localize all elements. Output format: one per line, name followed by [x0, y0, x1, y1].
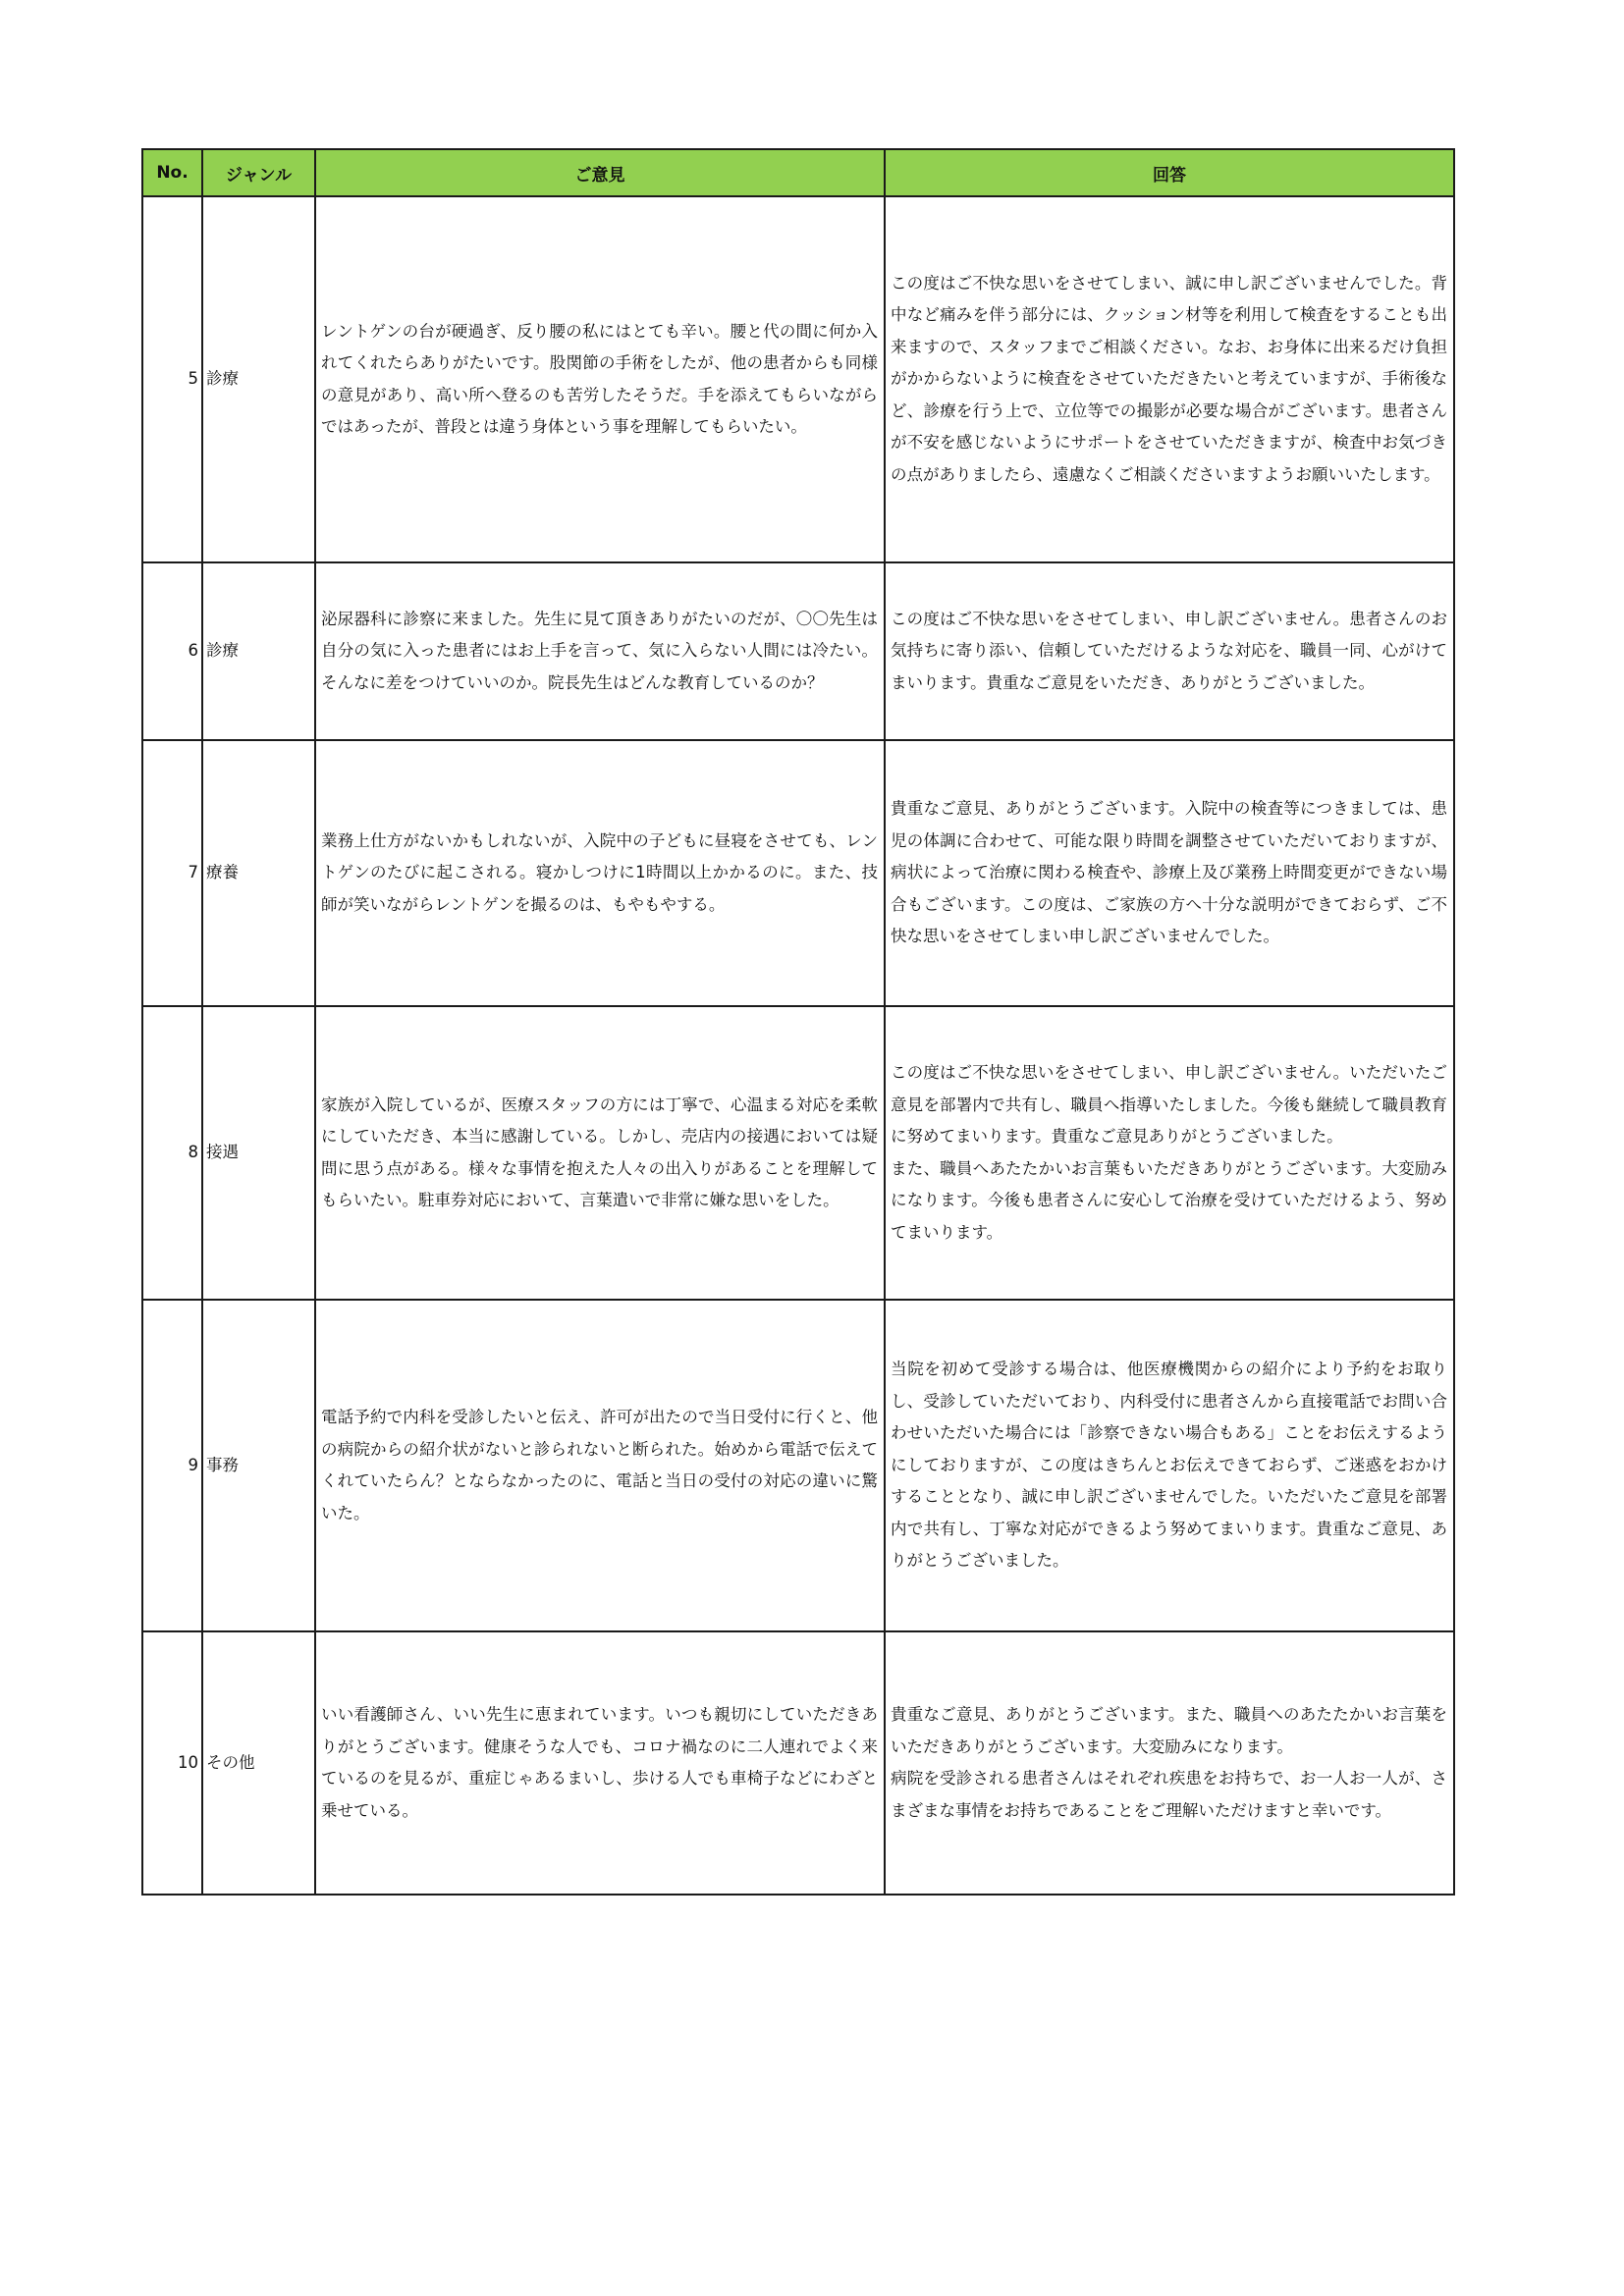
table-row — [142, 1300, 1454, 1631]
row-opinion: 電話予約で内科を受診したいと伝え、許可が出たので当日受付に行くと、他の病院からの紹介状がないと診られないと断られた。始めから電話で伝えてくれていたらん？とならなかったのに、電話と当日の受付の対応の違いに驚いた。 — [315, 1300, 885, 1631]
row-genre: 診療 — [202, 196, 315, 562]
row-opinion: 業務上仕方がないかもしれないが、入院中の子どもに昼寝をさせても、レントゲンのたびに起こされる。寝かしつけに1時間以上かかるのに。また、技師が笑いながらレントゲンを撮るのは、もやもやする。 — [315, 740, 885, 1006]
row-opinion: レントゲンの台が硬過ぎ、反り腰の私にはとても辛い。腰と代の間に何か入れてくれたらありがたいです。股関節の手術をしたが、他の患者からも同様の意見があり、高い所へ登るのも苦労したそうだ。手を添えてもらいながらではあったが、普段とは違う身体という事を理解してもらいたい。 — [315, 196, 885, 562]
row-answer: この度はご不快な思いをさせてしまい、申し訳ございません。患者さんのお気持ちに寄り添い、信頼していただけるような対応を、職員一同、心がけてまいります。貴重なご意見をいただき、ありがとうございました。 — [885, 562, 1454, 740]
answer-paragraph: この度はご不快な思いをさせてしまい、申し訳ございません。いただいたご意見を部署内で共有し、職員へ指導いたしました。今後も継続して職員教育に努めてまいります。貴重なご意見ありがとうございました。 — [891, 1063, 1447, 1146]
row-answer: 当院を初めて受診する場合は、他医療機関からの紹介により予約をお取りし、受診していただいており、内科受付に患者さんから直接電話でお問い合わせいただいた場合には「診察できない場合もある」ことをお伝えするようにしておりますが、この度はきちんとお伝えできておらず、ご迷惑をおかけすることとなり、誠に申し訳ございませんでした。いただいたご意見を部署内で共有し、丁寧な対応ができるよう努めてまいります。貴重なご意見、ありがとうございました。 — [885, 1300, 1454, 1631]
table-row — [142, 740, 1454, 1006]
header-genre: ジャンル — [202, 149, 315, 196]
row-no: 5 — [142, 196, 202, 562]
table-row — [142, 1006, 1454, 1300]
header-row — [142, 149, 1454, 196]
row-opinion: いい看護師さん、いい先生に恵まれています。いつも親切にしていただきありがとうございます。健康そうな人でも、コロナ禍なのに二人連れでよく来ているのを見るが、重症じゃあるまいし、歩ける人でも車椅子などにわざと乗せている。 — [315, 1631, 885, 1895]
row-no: 6 — [142, 562, 202, 740]
row-no: 10 — [142, 1631, 202, 1895]
table-row — [142, 1631, 1454, 1895]
feedback-table — [141, 148, 1455, 1896]
header-answer: 回答 — [885, 149, 1454, 196]
row-no: 9 — [142, 1300, 202, 1631]
row-no: 7 — [142, 740, 202, 1006]
header-opinion: ご意見 — [315, 149, 885, 196]
answer-paragraph: 病院を受診される患者さんはそれぞれ疾患をお持ちで、お一人お一人が、さまざまな事情をお持ちであることをご理解いただけますと幸いです。 — [891, 1769, 1447, 1820]
row-opinion: 泌尿器科に診察に来ました。先生に見て頂きありがたいのだが、〇〇先生は自分の気に入った患者にはお上手を言って、気に入らない人間には冷たい。そんなに差をつけていいのか。院長先生はどんな教育しているのか？ — [315, 562, 885, 740]
row-no: 8 — [142, 1006, 202, 1300]
row-opinion: 家族が入院しているが、医療スタッフの方には丁寧で、心温まる対応を柔軟にしていただき、本当に感謝している。しかし、売店内の接遇においては疑問に思う点がある。様々な事情を抱えた人々の出入りがあることを理解してもらいたい。駐車券対応において、言葉遣いで非常に嫌な思いをした。 — [315, 1006, 885, 1300]
answer-paragraph: 貴重なご意見、ありがとうございます。また、職員へのあたたかいお言葉をいただきありがとうございます。大変励みになります。 — [891, 1705, 1447, 1756]
answer-paragraph: また、職員へあたたかいお言葉もいただきありがとうございます。大変励みになります。今後も患者さんに安心して治療を受けていただけるよう、努めてまいります。 — [891, 1158, 1447, 1242]
row-answer — [885, 1631, 1454, 1895]
row-answer: 貴重なご意見、ありがとうございます。入院中の検査等につきましては、患児の体調に合わせて、可能な限り時間を調整させていただいておりますが、病状によって治療に関わる検査や、診療上及び業務上時間変更ができない場合もございます。この度は、ご家族の方へ十分な説明ができておらず、ご不快な思いをさせてしまい申し訳ございませんでした。 — [885, 740, 1454, 1006]
table-row — [142, 562, 1454, 740]
row-genre: その他 — [202, 1631, 315, 1895]
row-answer — [885, 1006, 1454, 1300]
row-genre: 療養 — [202, 740, 315, 1006]
row-genre: 事務 — [202, 1300, 315, 1631]
row-genre: 接遇 — [202, 1006, 315, 1300]
row-answer: この度はご不快な思いをさせてしまい、誠に申し訳ございませんでした。背中など痛みを伴う部分には、クッション材等を利用して検査をすることも出来ますので、スタッフまでご相談ください。なお、お身体に出来るだけ負担がかからないように検査をさせていただきたいと考えていますが、手術後など、診療を行う上で、立位等での撮影が必要な場合がございます。患者さんが不安を感じないようにサポートをさせていただきますが、検査中お気づきの点がありましたら、遠慮なくご相談くださいますようお願いいたします。 — [885, 196, 1454, 562]
header-no: No. — [142, 149, 202, 196]
table-row — [142, 196, 1454, 562]
row-genre: 診療 — [202, 562, 315, 740]
